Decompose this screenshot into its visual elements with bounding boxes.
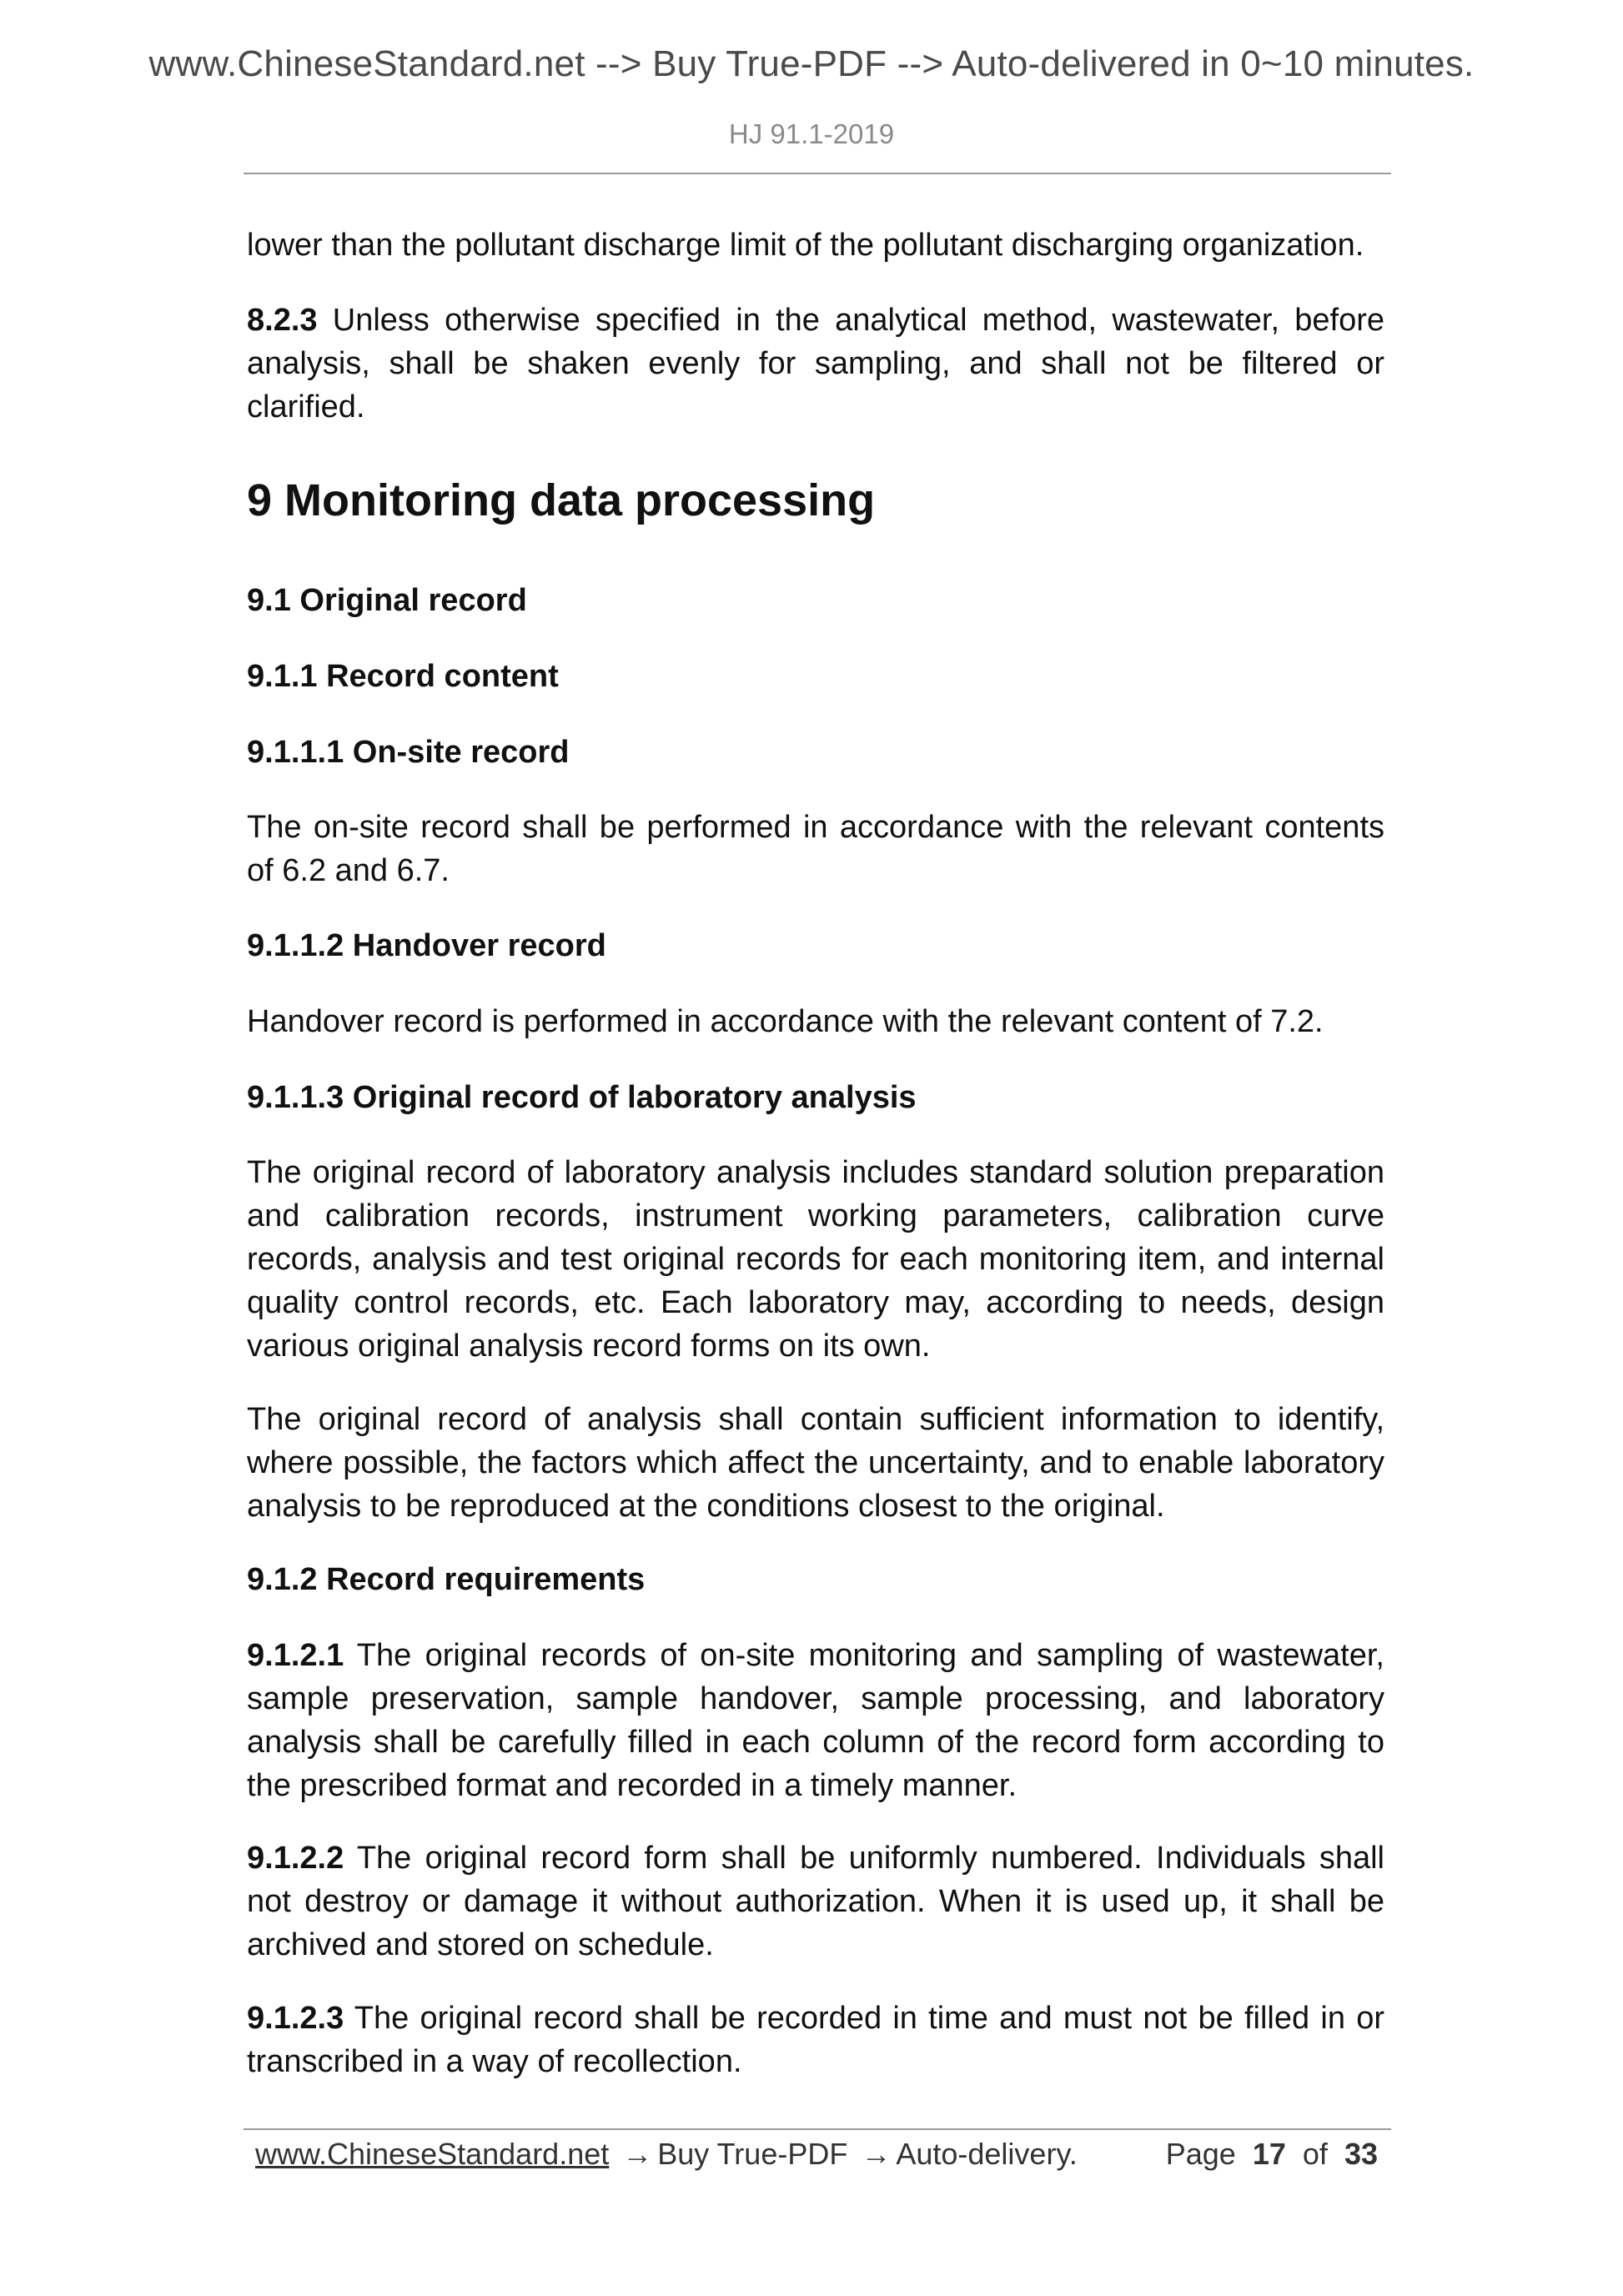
page-label: Page — [1165, 2137, 1236, 2171]
page-of: of — [1302, 2137, 1328, 2171]
clause-number: 8.2.3 — [247, 303, 318, 338]
footer-site-link[interactable]: www.ChineseStandard.net — [255, 2137, 610, 2171]
clause-number: 9.1.2.3 — [247, 2001, 344, 2036]
arrow-right-icon: → — [622, 2137, 653, 2171]
heading-9-1-1-1: 9.1.1.1 On-site record — [247, 735, 570, 770]
paragraph-9-1-2-2 — [247, 1836, 1384, 1967]
header-divider — [244, 173, 1391, 174]
clause-text: Unless otherwise specified in the analytical method, wastewater, before analysis, shall be shaken evenly for sampling, and shall not be filtered or clarified. — [247, 303, 1384, 425]
document-code: HJ 91.1-2019 — [728, 118, 895, 149]
heading-9-1: 9.1 Original record — [247, 583, 527, 618]
footer-delivery-text: Auto-delivery. — [896, 2137, 1078, 2171]
footer-buy-text: Buy True-PDF — [657, 2137, 848, 2171]
page-current: 17 — [1252, 2137, 1286, 2171]
clause-number: 9.1.2.2 — [247, 1841, 344, 1876]
page-total: 33 — [1344, 2137, 1378, 2171]
footer-divider — [244, 2128, 1391, 2130]
heading-9-1-1: 9.1.1 Record content — [247, 659, 559, 694]
clause-text: The original record shall be recorded in time and must not be filled in or transcribed in a way of recollection. — [247, 2001, 1384, 2079]
paragraph-9-1-2-1 — [247, 1634, 1384, 1807]
clause-number: 9.1.2.1 — [247, 1638, 344, 1673]
clause-text: The original record form shall be uniformly numbered. Individuals shall not destroy or damage it without authorization. When it is used up, it shall be archived and stored on schedule. — [247, 1841, 1384, 1962]
paragraph-9-1-1-3-a: The original record of laboratory analysis includes standard solution preparation and calibration records, instrument working parameters, calibration curve records, analysis and test original records for each monitoring item, and internal quality control records, etc. Each laboratory may, according to needs, design various original analysis record forms on its own. — [247, 1155, 1384, 1364]
paragraph-9-1-2-3 — [247, 1997, 1384, 2083]
arrow-right-icon: → — [861, 2137, 892, 2171]
paragraph-9-1-1-2: Handover record is performed in accordance with the relevant content of 7.2. — [247, 1004, 1324, 1039]
page-footer — [255, 2131, 1389, 2178]
paragraph-continuation: lower than the pollutant discharge limit of the pollutant discharging organization. — [247, 228, 1364, 263]
top-banner: www.ChineseStandard.net --> Buy True-PDF --> Auto-delivered in 0~10 minutes. — [148, 43, 1475, 84]
section-heading-9: 9 Monitoring data processing — [247, 475, 876, 525]
clause-text: The original records of on-site monitoring and sampling of wastewater, sample preservation, sample handover, sample processing, and laboratory analysis shall be carefully filled in each column of the record form according to the prescribed format and recorded in a timely manner. — [247, 1638, 1384, 1803]
heading-9-1-1-2: 9.1.1.2 Handover record — [247, 928, 606, 963]
paragraph-8-2-3 — [247, 299, 1384, 429]
heading-9-1-2: 9.1.2 Record requirements — [247, 1562, 646, 1597]
paragraph-9-1-1-1: The on-site record shall be performed in accordance with the relevant contents of 6.2 and 6.7. — [247, 810, 1384, 888]
heading-9-1-1-3: 9.1.1.3 Original record of laboratory analysis — [247, 1080, 917, 1115]
page-number — [1166, 2131, 1378, 2178]
paragraph-9-1-1-3-b: The original record of analysis shall contain sufficient information to identify, where possible, the factors which affect the uncertainty, and to enable laboratory analysis to be reproduced at the conditions closest to the original. — [247, 1402, 1384, 1524]
